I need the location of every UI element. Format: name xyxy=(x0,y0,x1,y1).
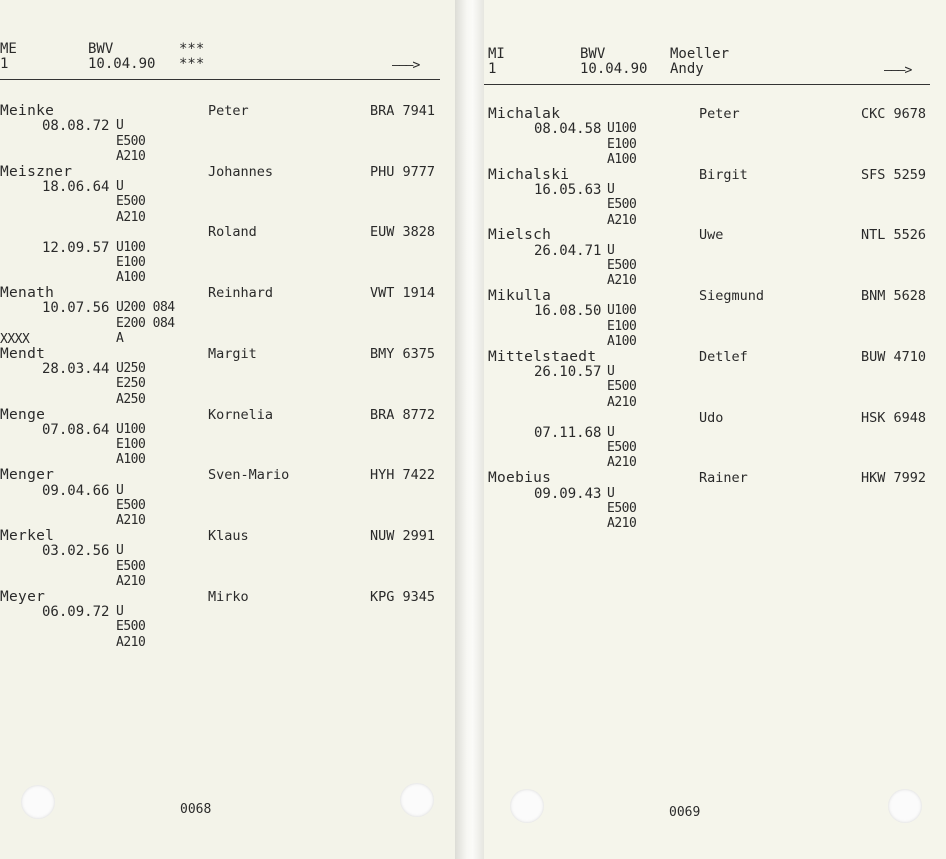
entry-first-name: Peter xyxy=(208,103,249,119)
punch-hole xyxy=(510,789,544,823)
entry-first-name: Roland xyxy=(208,224,257,241)
entry-status-code: E100 xyxy=(116,255,146,270)
entry-status-code: E500 xyxy=(607,500,637,516)
entry-status-code: E100 xyxy=(607,318,637,334)
entry-surname: Menger xyxy=(0,467,55,484)
entry-first-name: Sven-Mario xyxy=(208,467,290,484)
entry-surname: Menge xyxy=(0,406,46,423)
entry-first-name: Kornelia xyxy=(208,406,274,423)
entry-surname: Mittelstaedt xyxy=(488,348,597,365)
entry-birthdate: 06.09.72 xyxy=(42,603,110,620)
entry-birthdate: 28.03.44 xyxy=(42,361,110,378)
entry-surname: Mendt xyxy=(0,345,46,362)
entry-status-code: A210 xyxy=(607,394,637,410)
entry-birthdate: 08.08.72 xyxy=(42,118,110,135)
entry-status-code: U200 084 xyxy=(116,300,175,316)
entry-surname: Meyer xyxy=(0,588,46,605)
entry-status-code: E500 xyxy=(607,197,637,213)
header-rule xyxy=(0,79,440,80)
entry-id-code: EUW 3828 xyxy=(370,224,436,241)
entry-status-code: A100 xyxy=(116,270,146,286)
header-bwv: BWV 10.04.90 xyxy=(88,41,156,72)
entry-status-code: E500 xyxy=(116,497,146,513)
entry-surname: Michalak xyxy=(488,106,561,122)
entry-id-code: HKW 7992 xyxy=(861,470,927,487)
entry-status-code: A210 xyxy=(116,209,146,225)
entry-status-code: U100 xyxy=(607,121,637,137)
entry-birthdate: 10.07.56 xyxy=(42,300,110,317)
entry-first-name: Rainer xyxy=(699,470,748,487)
entry-surname: Menath xyxy=(0,285,55,302)
entry-first-name: Klaus xyxy=(208,527,249,544)
arrow-icon: ———> xyxy=(884,63,912,78)
entry-id-code: BRA 8772 xyxy=(370,406,436,423)
entry-status-code: A100 xyxy=(607,334,637,349)
entry-status-code: U100 xyxy=(116,239,146,255)
entry-status-code: A210 xyxy=(116,573,146,589)
entry-status-code: U xyxy=(116,179,124,194)
entry-id-code: HSK 6948 xyxy=(861,409,927,426)
entry-id-code: HYH 7422 xyxy=(370,467,436,484)
right-page xyxy=(484,0,946,859)
entry-status-code: U100 xyxy=(116,421,146,437)
entry-status-code: U xyxy=(116,482,124,498)
entry-birthdate: 03.02.56 xyxy=(42,543,110,560)
entry-status-code: U250 xyxy=(116,361,146,377)
entry-birthdate: 09.04.66 xyxy=(42,482,110,499)
entry-id-code: PHU 9777 xyxy=(370,163,436,180)
page-number: 0068 xyxy=(180,802,212,817)
entry-id-code: BRA 7941 xyxy=(370,103,436,119)
entry-status-code: U xyxy=(607,242,615,258)
entry-birthdate: 18.06.64 xyxy=(42,179,110,195)
entry-first-name: Peter xyxy=(699,106,740,122)
entry-surname: Merkel xyxy=(0,527,55,544)
entry-status-code: E500 xyxy=(116,194,146,210)
entry-status-code: A210 xyxy=(607,516,637,532)
punch-hole xyxy=(888,789,922,823)
entry-birthdate: 16.08.50 xyxy=(534,303,602,320)
entry-surname: Moebius xyxy=(488,470,552,487)
entry-status-code: E500 xyxy=(607,379,637,395)
entry-first-name: Birgit xyxy=(699,166,748,183)
entry-status-code: U xyxy=(116,543,124,559)
entry-first-name: Siegmund xyxy=(699,288,765,305)
entry-id-code: SFS 5259 xyxy=(861,166,927,183)
entry-first-name: Margit xyxy=(208,345,257,362)
entry-surname: Mielsch xyxy=(488,227,552,244)
entry-status-code: E200 084 xyxy=(116,315,175,331)
entry-birthdate: 26.10.57 xyxy=(534,364,602,381)
entry-birthdate: 16.05.63 xyxy=(534,182,602,198)
entry-status-code: A210 xyxy=(607,455,637,471)
entry-surname: Mikulla xyxy=(488,288,552,305)
entry-id-code: KPG 9345 xyxy=(370,588,436,605)
entry-status-code: A210 xyxy=(116,634,146,650)
entry-status-code: A250 xyxy=(116,391,146,407)
entry-id-code: BUW 4710 xyxy=(861,348,927,365)
header-prefix: MI 1 xyxy=(488,46,505,77)
entry-status-code: A100 xyxy=(116,452,146,468)
entry-status-code: U xyxy=(607,485,615,501)
entry-mark: XXXX xyxy=(0,332,30,347)
entry-birthdate: 09.09.43 xyxy=(534,485,602,502)
entry-first-name: Uwe xyxy=(699,227,724,244)
entry-status-code: A100 xyxy=(607,151,637,167)
entry-first-name: Johannes xyxy=(208,163,274,180)
entry-status-code: A210 xyxy=(607,273,637,289)
entry-birthdate: 08.04.58 xyxy=(534,121,602,138)
header-prefix: ME 1 xyxy=(0,41,17,72)
entry-status-code: U xyxy=(607,424,615,440)
left-page xyxy=(0,0,455,859)
entry-surname: Michalski xyxy=(488,166,570,183)
header-name: *** *** xyxy=(179,41,205,72)
header-rule xyxy=(484,84,930,85)
entry-status-code: A210 xyxy=(116,513,146,529)
entry-status-code: A xyxy=(116,331,124,346)
punch-hole xyxy=(400,783,434,817)
entry-id-code: BMY 6375 xyxy=(370,345,436,362)
entry-surname: Meiszner xyxy=(0,163,73,180)
entry-id-code: CKC 9678 xyxy=(861,106,927,122)
entry-status-code: A210 xyxy=(116,148,146,164)
header-bwv: BWV 10.04.90 xyxy=(580,46,648,77)
entry-status-code: U xyxy=(607,182,615,197)
entry-status-code: E100 xyxy=(116,437,146,453)
entry-birthdate: 12.09.57 xyxy=(42,239,110,256)
entry-status-code: E500 xyxy=(116,619,146,635)
entry-status-code: U xyxy=(116,118,124,134)
entry-birthdate: 07.11.68 xyxy=(534,424,602,441)
entry-first-name: Reinhard xyxy=(208,285,274,302)
arrow-icon: ———> xyxy=(392,58,420,73)
entry-first-name: Detlef xyxy=(699,348,748,365)
entry-status-code: E500 xyxy=(607,440,637,456)
entry-status-code: E500 xyxy=(607,258,637,273)
page-number: 0069 xyxy=(669,805,701,820)
entry-status-code: U xyxy=(607,364,615,380)
entry-id-code: NUW 2991 xyxy=(370,527,436,544)
entry-birthdate: 07.08.64 xyxy=(42,421,110,438)
entry-first-name: Mirko xyxy=(208,588,249,605)
page-gutter xyxy=(455,0,484,859)
entry-status-code: A210 xyxy=(607,212,637,228)
entry-status-code: E250 xyxy=(116,376,146,392)
entry-status-code: U xyxy=(116,603,124,619)
entry-first-name: Udo xyxy=(699,409,724,426)
header-name: Moeller Andy xyxy=(670,46,730,77)
entry-id-code: BNM 5628 xyxy=(861,288,927,305)
entry-status-code: E500 xyxy=(116,133,146,149)
entry-birthdate: 26.04.71 xyxy=(534,242,602,259)
entry-status-code: E500 xyxy=(116,558,146,574)
entry-surname: Meinke xyxy=(0,103,55,119)
entry-id-code: NTL 5526 xyxy=(861,227,927,244)
punch-hole xyxy=(21,785,55,819)
entry-id-code: VWT 1914 xyxy=(370,285,436,302)
entry-status-code: E100 xyxy=(607,136,637,152)
entry-status-code: U100 xyxy=(607,303,637,319)
